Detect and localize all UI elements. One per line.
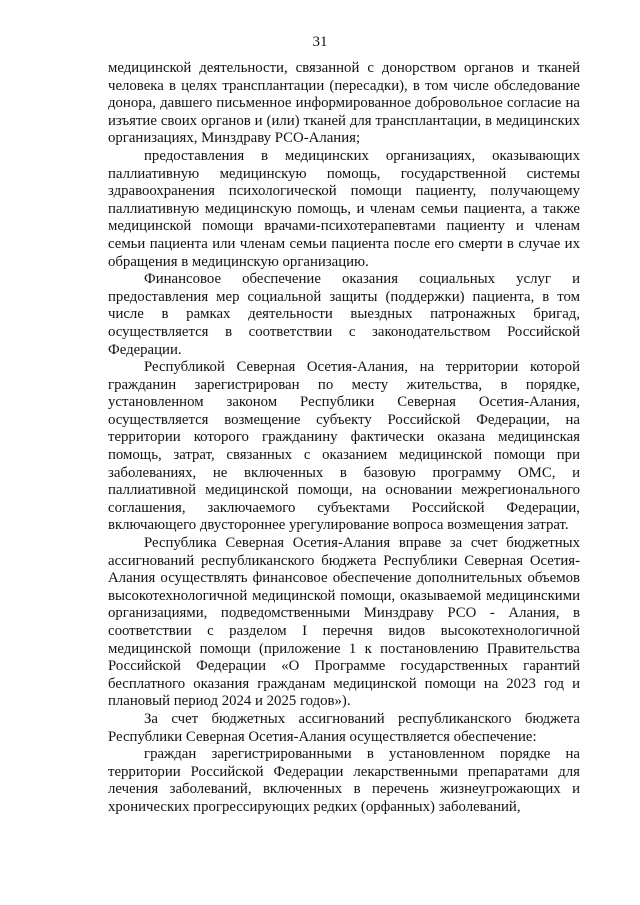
page-number: 31 (312, 34, 328, 50)
paragraph: медицинской деятельности, связанной с донорством органов и тканей человека в целях трансплантации (пересадки), в том числе обследование донора, давшего письменное информированное добровольное согласие на изъятие своих органов и (или) тканей для трансплантации, в медицинских организациях, Минздраву РСО-Алания; (108, 60, 580, 147)
paragraph: За счет бюджетных ассигнований республиканского бюджета Республики Северная Осетия-Алания осуществляется обеспечение: (108, 710, 580, 745)
paragraph: Республика Северная Осетия-Алания вправе за счет бюджетных ассигнований республиканского бюджета Республики Северная Осетия-Алания осуществлять финансовое обеспечение дополнительных объемов высокотехнологичной медицинской помощи, оказываемой медицинскими организациями, подведомственными Минздраву РСО - Алания, в соответствии с разделом I перечня видов высокотехнологичной медицинской помощи (приложение 1 к постановлению Правительства Российской Федерации «О Программе государственных гарантий бесплатного оказания гражданам медицинской помощи на 2023 год и плановый период 2024 и 2025 годов»). (108, 535, 580, 710)
paragraph: Республикой Северная Осетия-Алания, на территории которой гражданин зарегистрирован по месту жительства, в порядке, установленном законом Республики Северная Осетия-Алания, осуществляется возмещение субъекту Российской Федерации, на территории которого гражданину фактически оказана медицинская помощь, затрат, связанных с оказанием медицинской помощи при заболеваниях, не включенных в базовую программу ОМС, и паллиативной медицинской помощи, на основании межрегионального соглашения, заключаемого субъектами Российской Федерации, включающего двустороннее урегулирование вопроса возмещения затрат. (108, 359, 580, 534)
document-body (108, 60, 580, 817)
paragraph: предоставления в медицинских организациях, оказывающих паллиативную медицинскую помощь, государственной системы здравоохранения психологической помощи пациенту, получающему паллиативную медицинскую помощь, и членам семьи пациента, а также медицинской помощи врачами-психотерапевтами пациенту и членам семьи пациента или членам семьи пациента после его смерти в случае их обращения в медицинскую организацию. (108, 147, 580, 270)
paragraph: граждан зарегистрированными в установленном порядке на территории Российской Федерации лекарственными препаратами для лечения заболеваний, включенных в перечень жизнеугрожающих и хронических прогрессирующих редких (орфанных) заболеваний, (108, 746, 580, 815)
paragraph: Финансовое обеспечение оказания социальных услуг и предоставления мер социальной защиты (поддержки) пациента, в том числе в рамках деятельности выездных патронажных бригад, осуществляется в соответствии с законодательством Российской Федерации. (108, 271, 580, 358)
